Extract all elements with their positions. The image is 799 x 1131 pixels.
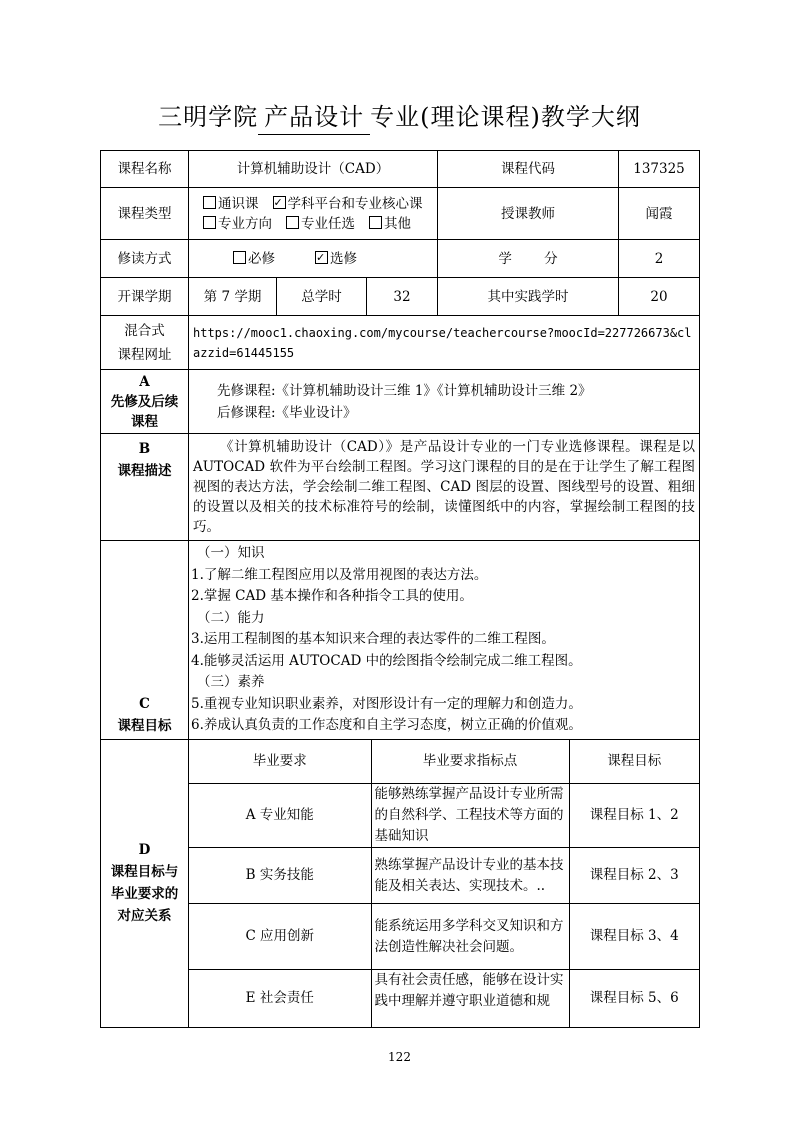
page-number: 122: [388, 1050, 411, 1064]
study-option-optional: 选修: [330, 250, 357, 267]
term-label: 开课学期: [101, 278, 189, 316]
mapping-indicator: 能够熟练掌握产品设计专业所需的自然科学、工程技术等方面的基础知识: [371, 784, 569, 848]
row-term: [101, 278, 700, 316]
section-b-title: 课程描述: [117, 463, 172, 479]
section-a-title-line1: 先修及后续: [110, 393, 179, 410]
row-course-type: [101, 188, 700, 240]
row-section-a: [101, 370, 700, 434]
mapping-header-row: [189, 740, 699, 784]
teacher-label: 授课教师: [438, 188, 619, 240]
row-section-b: [101, 434, 700, 541]
mapping-header-requirement: 毕业要求: [189, 740, 371, 784]
hours-label: 总学时: [277, 278, 367, 316]
mapping-row: [189, 904, 699, 970]
row-study-mode: [101, 240, 700, 278]
course-type-label: 课程类型: [101, 188, 189, 240]
mapping-requirement: B 实务技能: [189, 848, 371, 904]
mapping-indicator: 具有社会责任感，能够在设计实践中理解并遵守职业道德和规: [371, 970, 569, 1027]
goal-line: 3.运用工程制图的基本知识来合理的表达零件的二维工程图。: [191, 631, 555, 647]
goal-line: （三）素养: [197, 674, 265, 690]
title-prefix: 三明学院: [158, 103, 259, 131]
mapping-goal: 课程目标 3、4: [569, 904, 699, 970]
mapping-goal: 课程目标 5、6: [569, 970, 699, 1027]
checkbox-core: [273, 196, 286, 209]
checkbox-required: [233, 251, 246, 264]
section-d-letter: D: [138, 842, 151, 858]
goal-line: （一）知识: [197, 545, 265, 561]
mapping-row: [189, 848, 699, 904]
section-a-header: [101, 370, 189, 434]
mapping-requirement: A 专业知能: [189, 784, 371, 848]
course-code-label: 课程代码: [438, 151, 619, 188]
mapping-table: [189, 740, 699, 1027]
course-type-options: [189, 188, 438, 240]
section-b-letter: B: [138, 441, 151, 457]
course-url-label: [101, 316, 189, 370]
goal-line: 6.养成认真负责的工作态度和自主学习态度，树立正确的价值观。: [191, 717, 582, 733]
term-value: 第 7 学期: [189, 278, 277, 316]
goal-line: 4.能够灵活运用 AUTOCAD 中的绘图指令绘制完成二维工程图。: [191, 652, 582, 669]
section-c-header: [101, 541, 189, 740]
course-url-label-line1: 混合式: [124, 322, 165, 339]
followup-courses: 后修课程:《毕业设计》: [217, 404, 357, 421]
course-name-value: 计算机辅助设计（CAD）: [189, 151, 438, 188]
section-d-title-line2: 毕业要求的: [110, 886, 179, 902]
checkbox-other: [369, 216, 382, 229]
mapping-requirement: E 社会责任: [189, 970, 371, 1027]
type-option-general: 通识课: [218, 195, 259, 212]
credit-label: 学 分: [438, 240, 619, 278]
row-course-name: [101, 151, 700, 188]
mapping-row: [189, 970, 699, 1027]
mapping-indicator: 熟练掌握产品设计专业的基本技能及相关表达、实现技术。..: [371, 848, 569, 904]
goal-line: 1.了解二维工程图应用以及常用视图的表达方法。: [191, 566, 488, 583]
goal-line: （二）能力: [197, 609, 265, 626]
mapping-table-cell: [189, 739, 700, 1027]
course-name-label: 课程名称: [101, 151, 189, 188]
study-mode-options: [189, 240, 438, 278]
goal-line: 5.重视专业知识职业素养，对图形设计有一定的理解力和创造力。: [191, 695, 582, 712]
course-description: 《计算机辅助设计（CAD）》是产品设计专业的一门专业选修课程。课程是以AUTOCAD 软件为平台绘制工程图。学习这门课程的目的是在于让学生了解工程图视图的表达方法，学会绘制二维工程图、CAD 图层的设置、图线型号的设置、粗细的设置以及相关的技术标准符号的绘制，读懂图纸中的内容，掌握绘制工程图的技巧。: [189, 434, 700, 541]
syllabus-table: [100, 150, 700, 1028]
checkbox-direction: [203, 216, 216, 229]
row-course-url: [101, 316, 700, 370]
title-suffix: 专业(理论课程)教学大纲: [370, 103, 641, 131]
type-option-other: 其他: [384, 215, 411, 232]
mapping-row: [189, 784, 699, 848]
section-a-title-line2: 课程: [131, 413, 158, 430]
course-goals: [189, 541, 700, 740]
study-mode-label: 修读方式: [101, 240, 189, 278]
goal-line: 2.掌握 CAD 基本操作和各种指令工具的使用。: [191, 588, 473, 604]
hours-value: 32: [367, 278, 438, 316]
type-option-core: 学科平台和专业核心课: [287, 195, 423, 212]
section-a-content: [189, 370, 700, 434]
section-c-title: 课程目标: [117, 717, 172, 734]
prerequisite-courses: 先修课程:《计算机辅助设计三维 1》《计算机辅助设计三维 2》: [217, 382, 592, 399]
checkbox-elective: [286, 216, 299, 229]
checkbox-optional: [315, 251, 328, 264]
study-option-required: 必修: [248, 250, 275, 267]
section-a-letter: A: [139, 373, 150, 390]
practice-hours-label: 其中实践学时: [438, 278, 619, 316]
course-url-value: https://mooc1.chaoxing.com/mycourse/teachercourse?moocId=227726673&clazzid=61445155: [189, 316, 700, 370]
document-title: [0, 100, 799, 135]
credit-value: 2: [619, 240, 700, 278]
practice-hours-value: 20: [619, 278, 700, 316]
section-d-title-line1: 课程目标与: [110, 864, 179, 880]
type-option-direction: 专业方向: [218, 215, 272, 232]
title-major: 产品设计: [258, 100, 370, 135]
type-option-elective: 专业任选: [301, 215, 355, 232]
section-c-letter: C: [139, 695, 150, 712]
mapping-header-indicator: 毕业要求指标点: [371, 740, 569, 784]
mapping-goal: 课程目标 2、3: [569, 848, 699, 904]
row-section-d: [101, 739, 700, 1027]
mapping-requirement: C 应用创新: [189, 904, 371, 970]
teacher-value: 闻霞: [619, 188, 700, 240]
section-d-header: [101, 739, 189, 1027]
course-code-value: 137325: [619, 151, 700, 188]
section-d-title-line3: 对应关系: [117, 908, 172, 924]
mapping-indicator: 能系统运用多学科交叉知识和方法创造性解决社会问题。: [371, 904, 569, 970]
mapping-header-goal: 课程目标: [569, 740, 699, 784]
mapping-goal: 课程目标 1、2: [569, 784, 699, 848]
course-url-label-line2: 课程网址: [117, 346, 172, 363]
checkbox-general: [203, 196, 216, 209]
section-b-header: [101, 434, 189, 541]
row-section-c: [101, 541, 700, 740]
